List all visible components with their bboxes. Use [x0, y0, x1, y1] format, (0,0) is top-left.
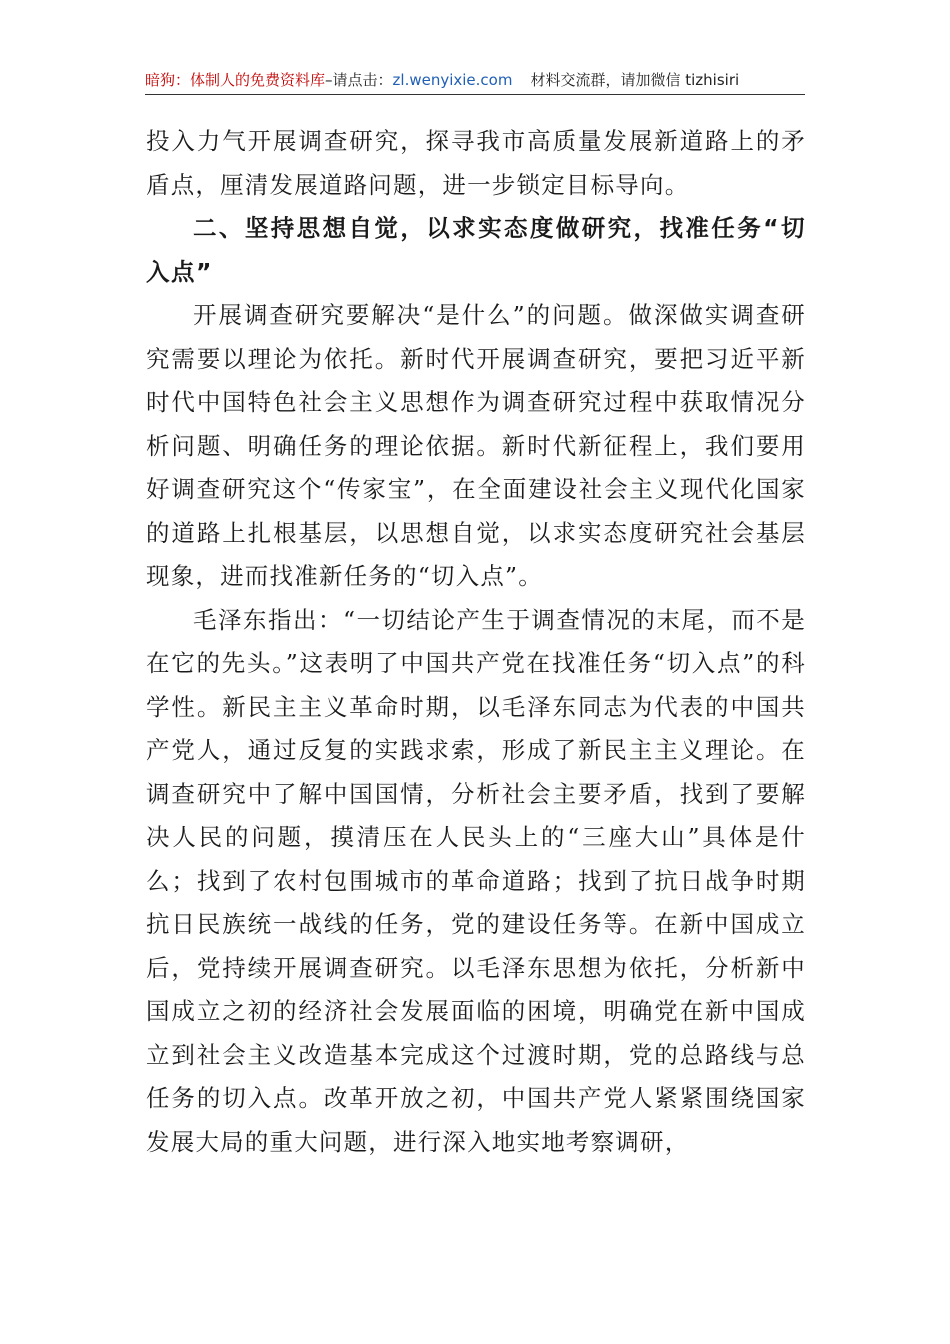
header-contact: 材料交流群，请加微信 tizhisiri — [530, 71, 740, 89]
page-header — [145, 66, 805, 95]
document-body — [146, 120, 806, 1164]
paragraph-continuation: 投入力气开展调查研究，探寻我市高质量发展新道路上的矛盾点，厘清发展道路问题，进一步锁定目标导向。 — [146, 127, 806, 199]
section-heading: 二、坚持思想自觉，以求实态度做研究，找准任务“切入点” — [146, 214, 806, 286]
header-click-label: –请点击： — [325, 71, 393, 89]
paragraph: 毛泽东指出：“一切结论产生于调查情况的末尾，而不是在它的先头。”这表明了中国共产党在找准任务“切入点”的科学性。新民主主义革命时期，以毛泽东同志为代表的中国共产党人，通过反复的实践求索，形成了新民主主义理论。在调查研究中了解中国国情，分析社会主要矛盾，找到了要解决人民的问题，摸清压在人民头上的“三座大山”具体是什么；找到了农村包围城市的革命道路；找到了抗日战争时期抗日民族统一战线的任务，党的建设任务等。在新中国成立后，党持续开展调查研究。以毛泽东思想为依托，分析新中国成立之初的经济社会发展面临的困境，明确党在新中国成立到社会主义改造基本完成这个过渡时期，党的总路线与总任务的切入点。改革开放之初，中国共产党人紧紧围绕国家发展大局的重大问题，进行深入地实地考察调研， — [146, 605, 806, 1156]
paragraph: 开展调查研究要解决“是什么”的问题。做深做实调查研究需要以理论为依托。新时代开展调查研究，要把习近平新时代中国特色社会主义思想作为调查研究过程中获取情况分析问题、明确任务的理论依据。新时代新征程上，我们要用好调查研究这个“传家宝”，在全面建设社会主义现代化国家的道路上扎根基层，以思想自觉，以求实态度研究社会基层现象，进而找准新任务的“切入点”。 — [146, 301, 806, 590]
header-url-link[interactable]: zl.wenyixie.com — [392, 71, 513, 89]
header-site-name: 暗狗：体制人的免费资料库 — [145, 71, 326, 89]
